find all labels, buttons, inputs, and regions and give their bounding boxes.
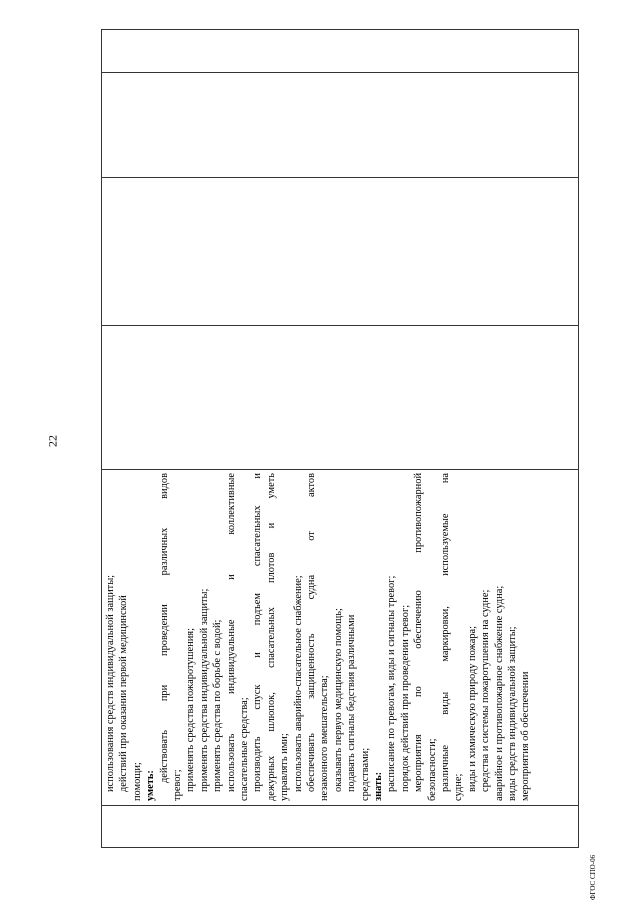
content-line: применять средства по борьбе с водой; [212, 619, 224, 792]
content-line: различные виды маркировки, используемые на [440, 473, 452, 792]
content-line: управлять ими; [279, 733, 291, 801]
content-line: знать: [373, 771, 385, 801]
content-line: действий при оказании первой медицинской [118, 595, 130, 792]
content-line: использовать индивидуальные и коллективные [225, 473, 237, 792]
content-line: применять средства пожаротушения; [185, 628, 197, 792]
document-footer: ФГОС СПО-06 [589, 854, 597, 900]
page-number: 22 [45, 435, 60, 447]
content-line: средствами; [359, 747, 371, 801]
content-line: использования средств индивидуальной защиты; [105, 574, 116, 792]
content-line: дежурных шлюпок, спасательных плотов и уметь [265, 473, 277, 801]
content-line: спасательные средства; [239, 697, 251, 801]
table-cell-disciplines [102, 73, 579, 178]
competency-table [101, 29, 579, 848]
content-line: средства и системы пожаротушения на судне; [480, 589, 492, 792]
content-line: безопасности; [426, 738, 438, 801]
rotated-table-container [101, 36, 579, 848]
content-line: тревог; [172, 769, 184, 801]
content-line: виды и химическую природу пожара; [466, 625, 478, 792]
content-line: виды средств индивидуальной защиты; [507, 626, 519, 801]
content-line: уметь: [145, 770, 157, 801]
table-cell-index [102, 806, 579, 848]
table-cell-content [102, 470, 579, 806]
content-line: аварийное и противопожарное снабжение судна; [493, 585, 505, 801]
content-line: подавать сигналы бедствия различными [346, 614, 358, 792]
content-line: помощи; [131, 762, 143, 801]
content-line: применять средства индивидуальной защиты; [198, 588, 210, 792]
requirements-list [102, 470, 533, 805]
content-line: производить спуск и подъем спасательных и [252, 473, 264, 792]
table-cell-competencies [102, 30, 579, 73]
content-line: порядок действий при проведении тревог; [399, 604, 411, 792]
content-line: судне; [453, 773, 465, 801]
content-line: незаконного вмешательства; [319, 675, 331, 801]
content-line: оказывать первую медицинскую помощь; [332, 608, 344, 792]
content-line: мероприятия об обеспечении [520, 671, 532, 801]
table-cell-hours-classes [102, 178, 579, 326]
table-cell-hours-total [102, 326, 579, 470]
content-line: действовать при проведении различных видов [158, 473, 170, 783]
content-line: использовать аварийно-спасательное снабжение; [292, 575, 304, 792]
content-line: расписание по тревогам, виды и сигналы тревог; [386, 575, 398, 792]
content-line: обеспечивать защищенность судна от актов [306, 473, 318, 792]
content-line: мероприятия по обеспечению противопожарной [413, 473, 425, 792]
